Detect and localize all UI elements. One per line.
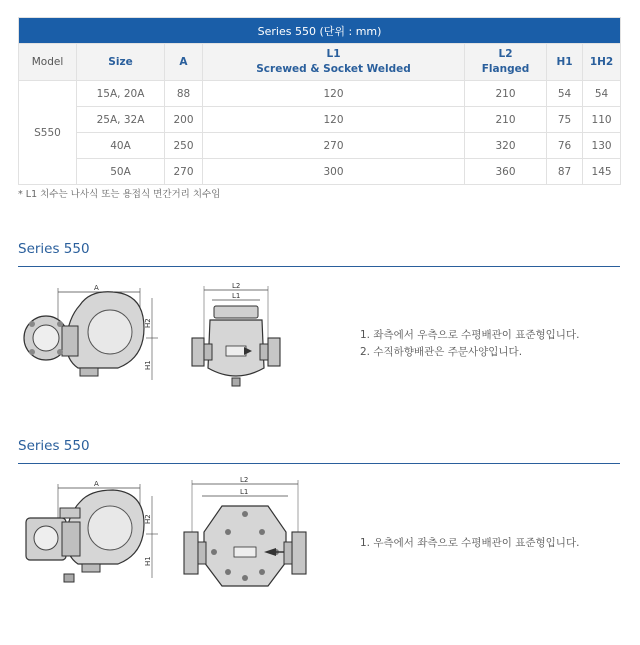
size-cell: 25A, 32A bbox=[77, 107, 165, 133]
h2-cell: 110 bbox=[583, 107, 621, 133]
section-divider-1 bbox=[18, 266, 620, 267]
dim-l1-label: L1 bbox=[232, 292, 241, 300]
table-title: Series 550 (단위 : mm) bbox=[19, 18, 621, 44]
table-note: * L1 치수는 나사식 또는 용접식 면간거리 치수임 bbox=[18, 189, 221, 200]
table-row bbox=[19, 107, 621, 133]
dim-h1-label: H1 bbox=[144, 556, 152, 566]
dim-a-label: A bbox=[94, 284, 99, 292]
size-cell: 15A, 20A bbox=[77, 81, 165, 107]
l1-cell: 120 bbox=[203, 81, 465, 107]
l2-cell: 210 bbox=[465, 107, 547, 133]
col-l1-desc: Screwed & Socket Welded bbox=[256, 63, 411, 75]
h1-cell: 75 bbox=[547, 107, 583, 133]
l1-cell: 120 bbox=[203, 107, 465, 133]
dim-h2-label: H2 bbox=[144, 318, 152, 328]
col-l2 bbox=[465, 44, 547, 81]
table-row bbox=[19, 159, 621, 185]
table-row bbox=[19, 81, 621, 107]
dim-l2-label: L2 bbox=[240, 476, 249, 484]
spec-table bbox=[18, 17, 621, 185]
h1-cell: 54 bbox=[547, 81, 583, 107]
section-title-2: Series 550 bbox=[18, 438, 90, 454]
h2-cell: 54 bbox=[583, 81, 621, 107]
l1-cell: 270 bbox=[203, 133, 465, 159]
col-model: Model bbox=[19, 44, 77, 81]
dim-h1-label: H1 bbox=[144, 360, 152, 370]
col-a: A bbox=[165, 44, 203, 81]
a-cell: 270 bbox=[165, 159, 203, 185]
l2-cell: 360 bbox=[465, 159, 547, 185]
instruction-item: 1. 좌측에서 우측으로 수평배관이 표준형입니다. bbox=[360, 329, 580, 341]
h2-cell: 130 bbox=[583, 133, 621, 159]
h1-cell: 87 bbox=[547, 159, 583, 185]
table-row bbox=[19, 133, 621, 159]
l1-cell: 300 bbox=[203, 159, 465, 185]
side-view-diagram-1 bbox=[18, 280, 168, 395]
dim-a-label: A bbox=[94, 480, 99, 488]
side-view-diagram-2 bbox=[18, 478, 168, 590]
instruction-item: 1. 우측에서 좌측으로 수평배관이 표준형입니다. bbox=[360, 537, 580, 549]
dim-l1-label: L1 bbox=[240, 488, 249, 496]
front-view-diagram-2 bbox=[180, 474, 310, 594]
col-l2-name: L2 bbox=[498, 48, 513, 60]
instructions-1 bbox=[360, 327, 579, 361]
size-cell: 50A bbox=[77, 159, 165, 185]
model-cell: S550 bbox=[19, 81, 77, 185]
col-h2: 1H2 bbox=[583, 44, 621, 81]
col-h1: H1 bbox=[547, 44, 583, 81]
a-cell: 250 bbox=[165, 133, 203, 159]
a-cell: 200 bbox=[165, 107, 203, 133]
col-l2-desc: Flanged bbox=[481, 63, 530, 75]
dim-l2-label: L2 bbox=[232, 282, 241, 290]
section-title-1: Series 550 bbox=[18, 241, 90, 257]
h1-cell: 76 bbox=[547, 133, 583, 159]
size-cell: 40A bbox=[77, 133, 165, 159]
instruction-item: 2. 수직하향배관은 주문사양입니다. bbox=[360, 346, 523, 358]
col-l1-name: L1 bbox=[326, 48, 341, 60]
l2-cell: 320 bbox=[465, 133, 547, 159]
front-view-diagram-1 bbox=[186, 280, 286, 395]
a-cell: 88 bbox=[165, 81, 203, 107]
col-l1 bbox=[203, 44, 465, 81]
col-size: Size bbox=[77, 44, 165, 81]
dim-h2-label: H2 bbox=[144, 514, 152, 524]
h2-cell: 145 bbox=[583, 159, 621, 185]
instructions-2 bbox=[360, 535, 579, 552]
l2-cell: 210 bbox=[465, 81, 547, 107]
section-divider-2 bbox=[18, 463, 620, 464]
